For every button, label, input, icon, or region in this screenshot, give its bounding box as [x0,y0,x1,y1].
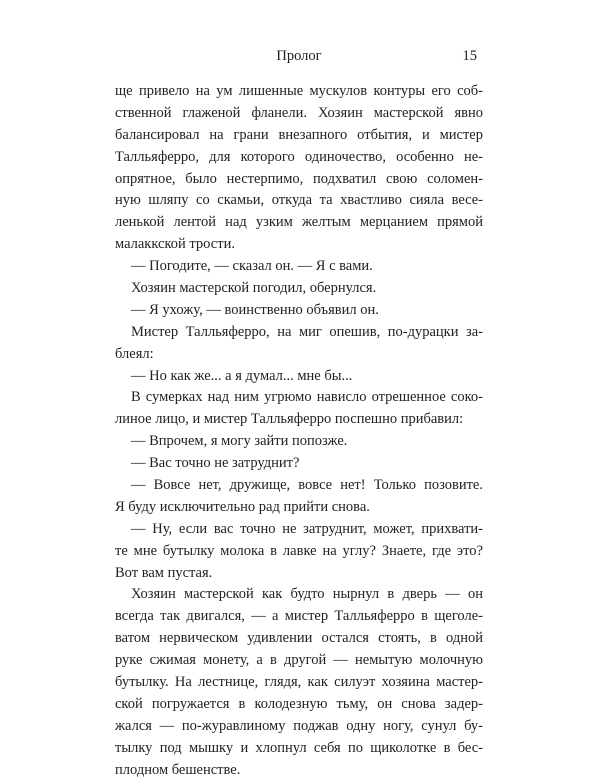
text-line: Хозяин мастерской погодил, обернулся. [131,280,377,297]
text-line: — Погодите, — сказал он. — Я с вами. [131,258,373,275]
text-line: блеял: [115,345,154,362]
text-line: те мне бутылку молока в лавке на углу? Знаете, где это? [115,542,483,559]
text-line: — Впрочем, я могу зайти попозже. [131,433,348,450]
text-line: ленькой лентой над узким желтым мерцанием прямой [115,214,483,231]
text-line: жался — по-журавлиному поджав одну ногу, сунул бу- [115,717,483,734]
text-line: — Ну, если вас точно не затруднит, может, прихвати- [131,520,483,537]
text-line: Вот вам пустая. [115,564,213,581]
text-line: ную шляпу со скамьи, откуда та хвастливо сияла весе- [115,192,483,209]
text-line: малаккской трости. [115,236,235,253]
text-line: Талльяферро, для которого одиночество, особенно не- [115,148,483,165]
text-line: Я буду исключительно рад прийти снова. [115,498,370,515]
text-line: — Я ухожу, — воинственно объявил он. [131,301,379,318]
text-line: — Но как же... а я думал... мне бы... [131,367,353,384]
text-line: — Вовсе нет, дружище, вовсе нет! Только позовите. [131,477,483,494]
body-text [115,81,483,782]
text-line: опрятное, было нестерпимо, подхватил свою соломен- [115,170,483,187]
text-line: В сумерках над ним угрюмо нависло отрешенное соко- [131,389,483,406]
text-line: Хозяин мастерской как будто нырнул в дверь — он [131,586,483,603]
text-line: — Вас точно не затруднит? [131,455,300,472]
text-line: ственной глаженой фланели. Хозяин мастерской явно [115,104,483,121]
text-line: плодном бешенстве. [115,761,241,778]
section-title: Пролог [276,48,322,64]
running-head [115,48,483,68]
text-line: линое лицо, и мистер Талльяферро поспешно прибавил: [115,411,464,428]
text-line: бутылку. На лестнице, глядя, как силуэт хозяина мастер- [115,674,483,691]
text-line: руке сжимая монету, а в другой — немытую молочную [115,652,483,669]
text-line: ватом нервическом удивлении остался стоять, в одной [115,630,483,647]
text-line: тылку под мышку и хлопнул себя по щиколотке в бес- [115,739,483,756]
text-line: всегда так двигался, — а мистер Талльяферро в щеголе- [115,608,483,625]
text-line: ской погружается в колодезную тьму, он снова задер- [115,695,483,712]
text-line: Мистер Талльяферро, на миг опешив, по-дурацки за- [131,323,483,340]
text-line: балансировал на грани внезапного отбытия, и мистер [115,126,483,143]
text-line: ще привело на ум лишенные мускулов контуры его соб- [115,83,483,99]
page-number: 15 [462,48,477,64]
